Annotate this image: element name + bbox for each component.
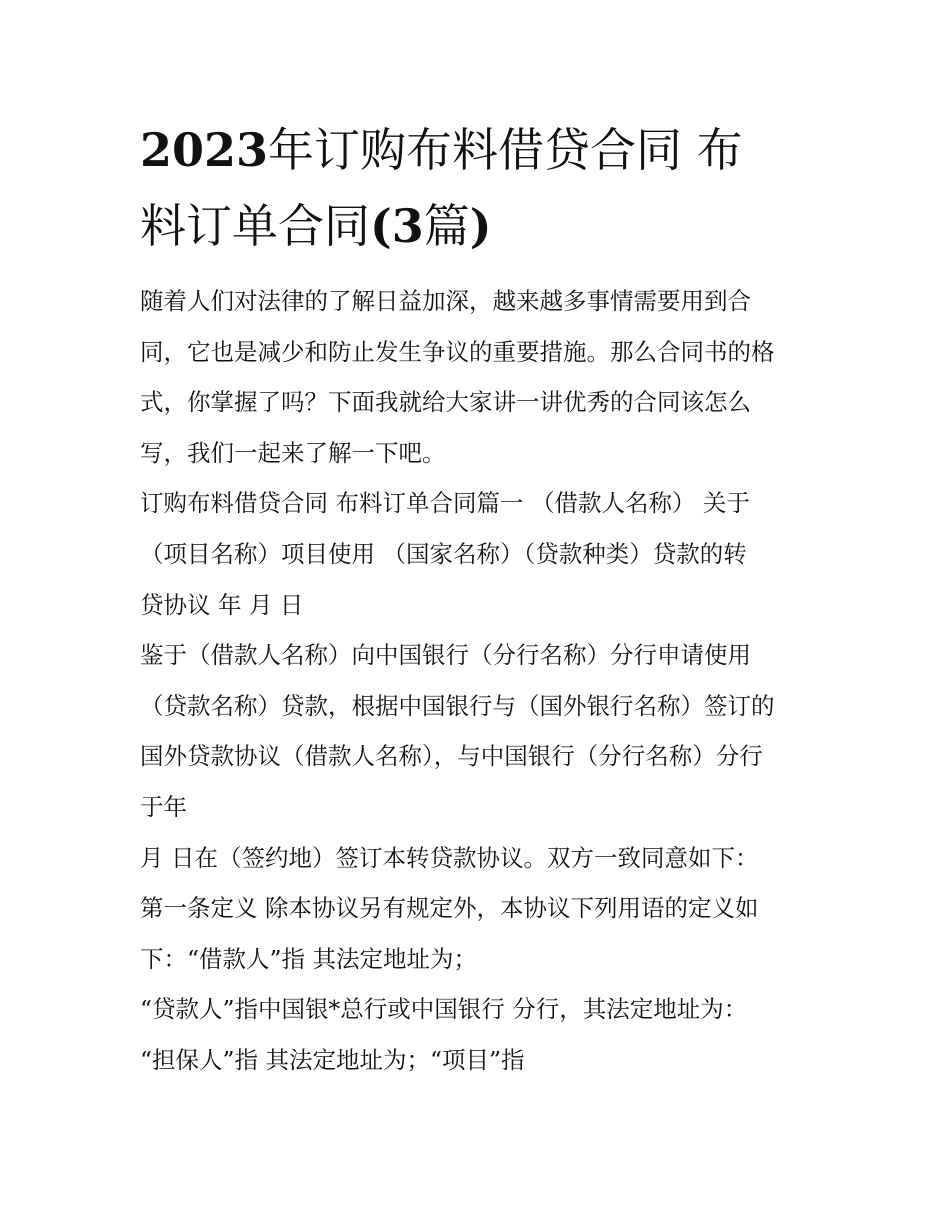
body-line: 第一条定义 除本协议另有规定外，本协议下列用语的定义如 <box>140 894 759 923</box>
body-line: “担保人”指 其法定地址为；“项目”指 <box>140 1045 525 1074</box>
body-line: 同，它也是减少和防止发生争议的重要措施。那么合同书的格 <box>140 337 775 366</box>
body-line: 随着人们对法律的了解日益加深，越来越多事情需要用到合 <box>140 287 751 315</box>
body-line: 贷协议 年 月 日 <box>140 590 304 619</box>
body-line: （贷款名称）贷款，根据中国银行与（国外银行名称）签订的 <box>140 691 775 720</box>
body-line: 鉴于（借款人名称）向中国银行（分行名称）分行申请使用 <box>140 641 751 670</box>
body-line: 国外贷款协议（借款人名称），与中国银行（分行名称）分行 <box>140 742 763 771</box>
body-line: （项目名称）项目使用 （国家名称）（贷款种类）贷款的转 <box>140 539 747 568</box>
body-line: “贷款人”指中国银*总行或中国银行 分行，其法定地址为： <box>140 995 748 1024</box>
body-line: 下：“借款人”指 其法定地址为； <box>140 944 477 973</box>
body-line: 于年 <box>140 792 187 821</box>
title-line-2: 料订单合同(3篇) <box>140 199 492 253</box>
body-line: 写，我们一起来了解一下吧。 <box>140 438 446 467</box>
title-line-1: 2023年订购布料借贷合同 布 <box>140 123 743 177</box>
body-line: 月 日在（签约地）签订本转贷款协议。双方一致同意如下： <box>140 843 759 872</box>
document-title <box>140 112 820 264</box>
body-line: 式，你掌握了吗？下面我就给大家讲一讲优秀的合同该怎么 <box>140 388 751 417</box>
body-line: 订购布料借贷合同 布料订单合同篇一 （借款人名称） 关于 <box>140 489 750 518</box>
document-body <box>140 276 820 1086</box>
